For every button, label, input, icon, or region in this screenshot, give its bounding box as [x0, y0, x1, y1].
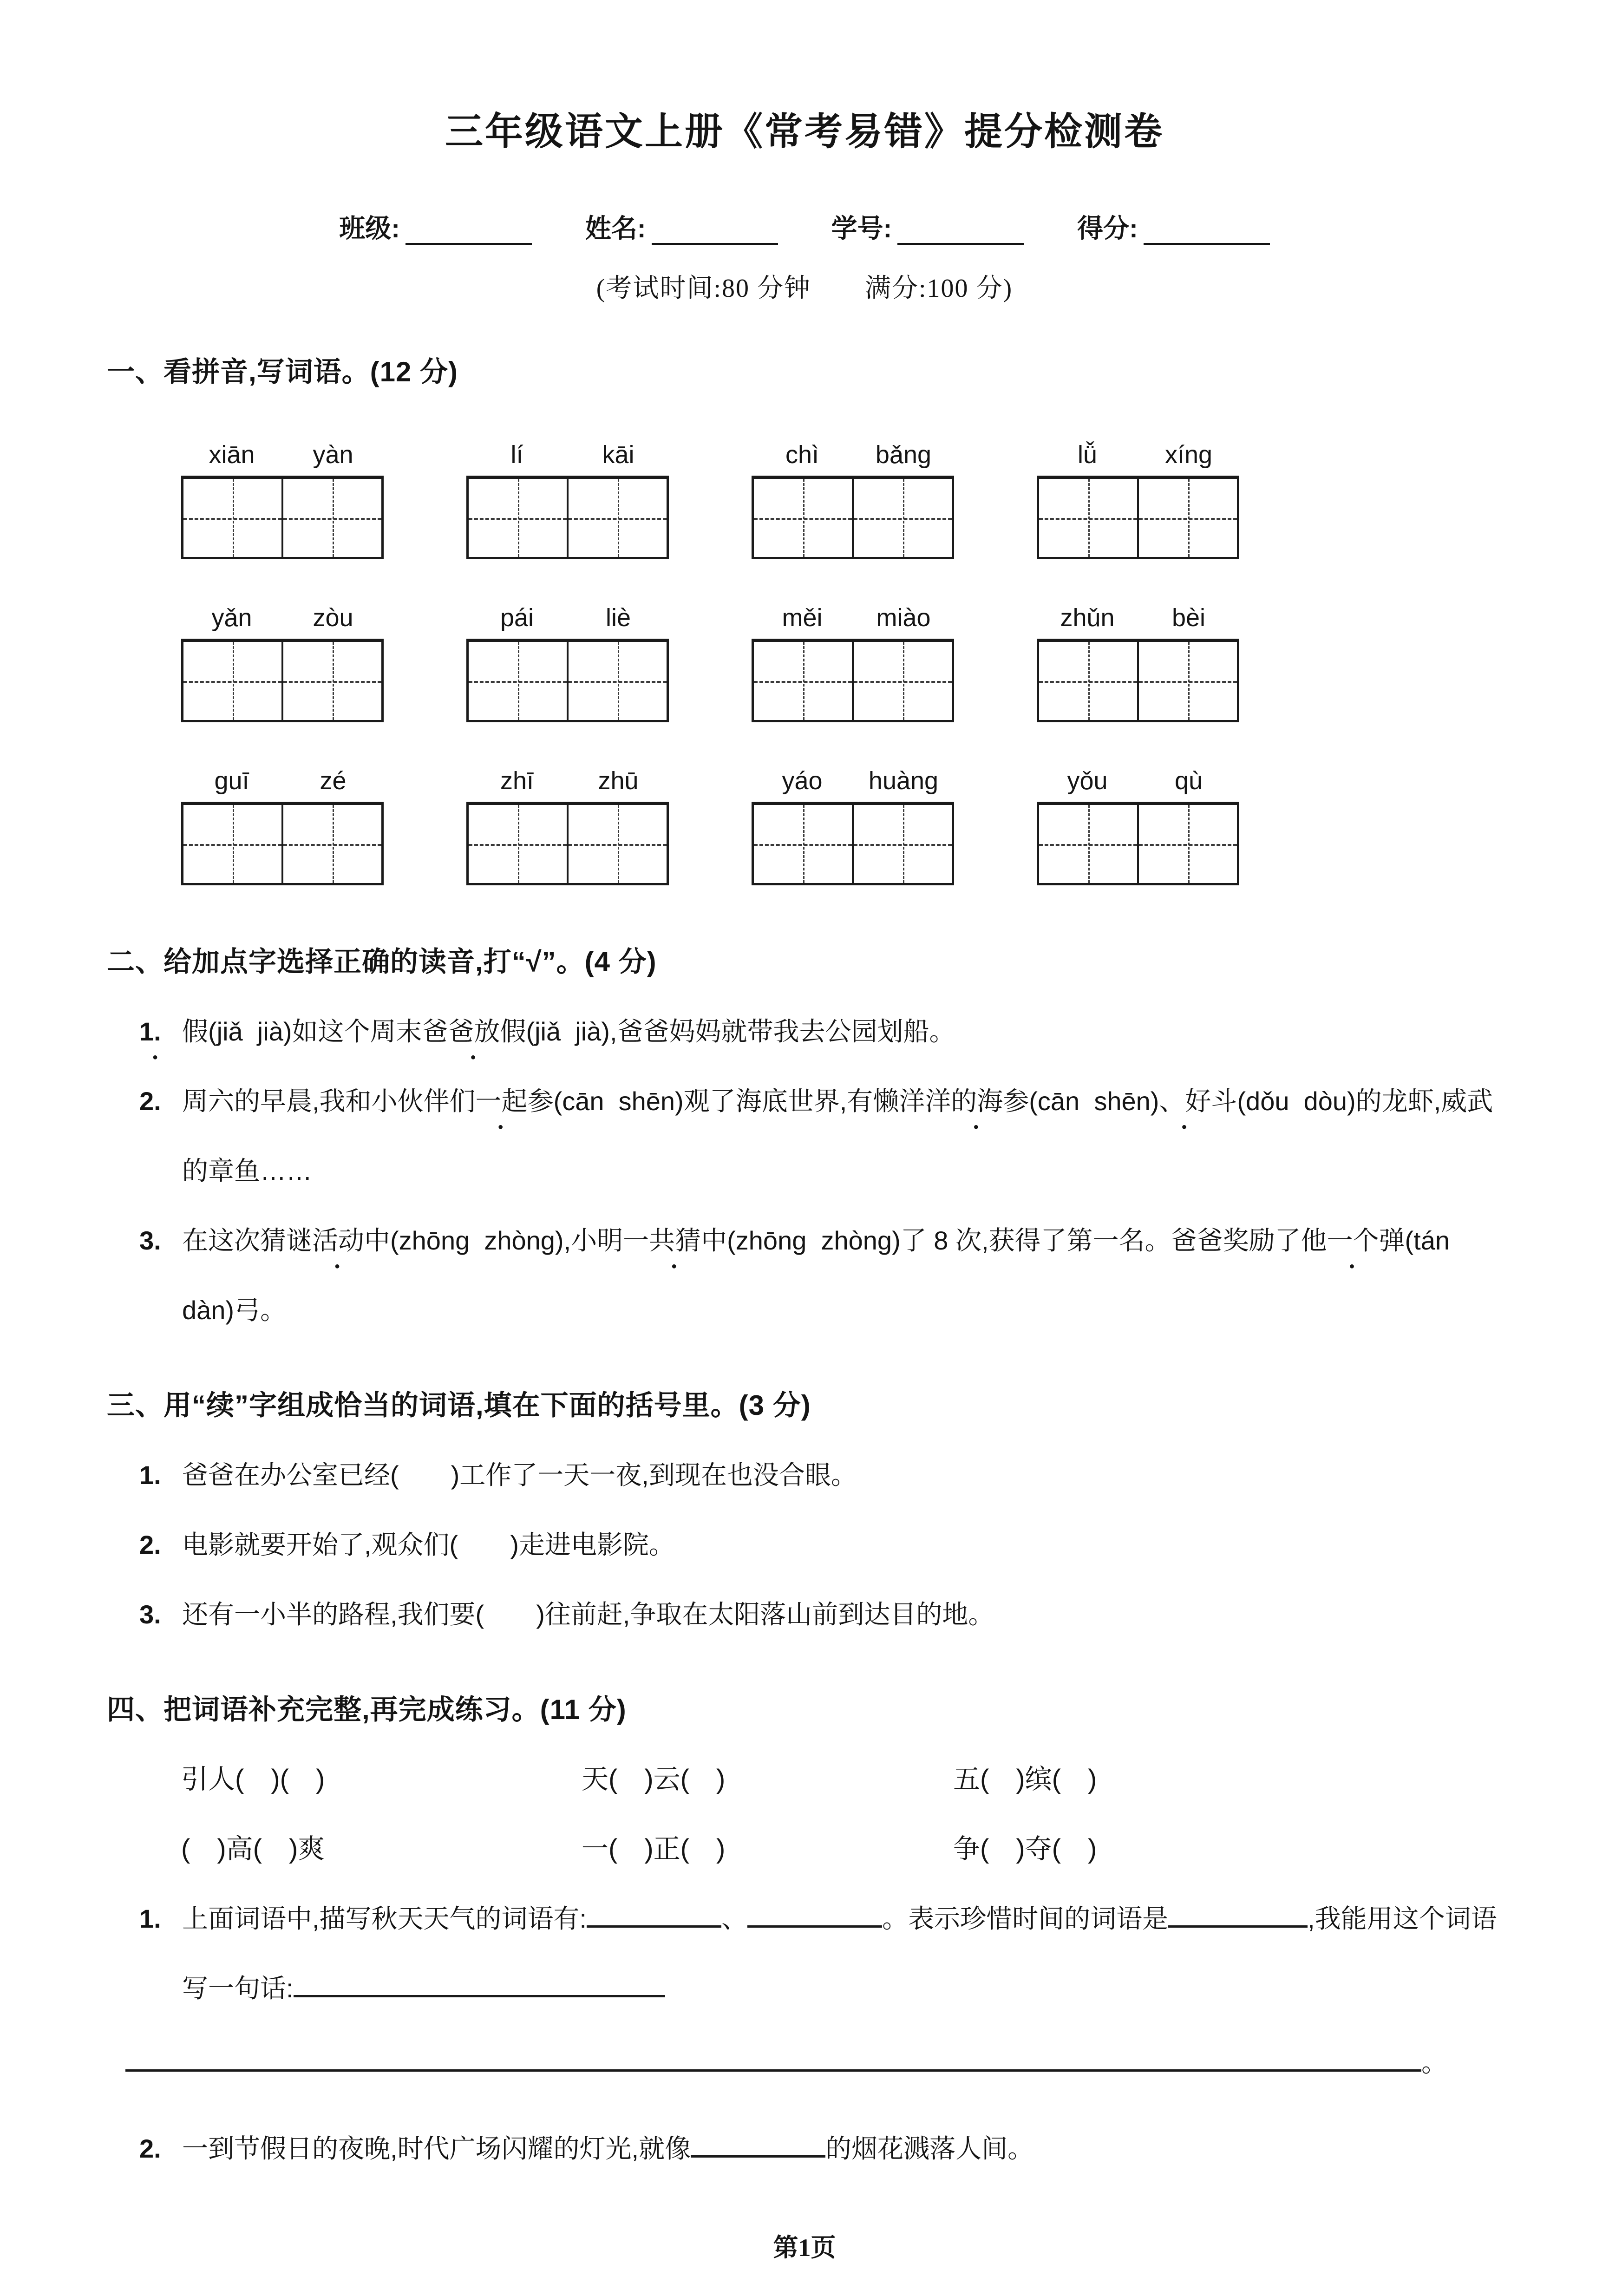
writing-cell [1139, 805, 1237, 883]
writing-grid [181, 639, 384, 722]
blank-line [1144, 217, 1270, 245]
pinyin-label [466, 603, 669, 632]
item-text: 一到节假日的夜晚,时代广场闪耀的灯光,就像 [182, 2134, 691, 2164]
pinyin-syllable: měi [782, 604, 823, 632]
item-text: 在这次猜谜活动 [182, 1226, 364, 1256]
blank-line [406, 217, 532, 245]
section1-heading: 一、看拼音,写词语。(12 分) [107, 356, 458, 388]
blank-line [747, 1899, 882, 1928]
pinyin-syllable: xíng [1164, 441, 1213, 469]
pinyin-group [181, 766, 384, 885]
section3-heading: 三、用“续”字组成恰当的词语,填在下面的括号里。(3 分) [107, 1390, 811, 1421]
field-student-no [831, 208, 1024, 245]
dotted-char: 弹 ● [1379, 1226, 1405, 1255]
pinyin-syllable: pái [500, 604, 534, 632]
dotted-char: 中 ● [364, 1226, 390, 1255]
item-number: 3. [139, 1600, 161, 1629]
field-score [1077, 208, 1270, 245]
field-class [339, 208, 532, 245]
section3-item-2 [139, 1510, 1502, 1580]
pinyin-row-2 [181, 603, 1502, 722]
item-text: 周六的早晨,我和小伙伴们一起 [182, 1086, 528, 1116]
writing-cell [1039, 805, 1139, 883]
item-text: (jiǎ jià),爸爸妈妈就带我去公园划船。 [526, 1017, 955, 1047]
writing-cell [569, 479, 667, 557]
pinyin-label [1037, 766, 1239, 795]
pinyin-group [1037, 603, 1239, 722]
writing-cell [283, 479, 381, 557]
item-text: (zhōng zhòng),小明一共猜 [390, 1226, 701, 1256]
pinyin-group [752, 766, 954, 885]
writing-cell [1039, 479, 1139, 557]
item-text: (dǒu dòu)的龙虾,威武的章鱼…… [182, 1086, 1493, 1186]
blank-line [294, 1969, 665, 1997]
writing-cell [569, 805, 667, 883]
item-text: (tán dàn)弓。 [182, 1226, 1465, 1325]
item-text: 还有一小半的路程,我们要( )往前赶,争取在太阳落山前到达目的地。 [182, 1600, 994, 1629]
pinyin-group [181, 603, 384, 722]
section3-item-3 [139, 1580, 1502, 1649]
section3-item-1 [139, 1440, 1502, 1510]
word-fill-group: 五( )缤( ) [953, 1764, 1097, 1795]
pinyin-label [181, 440, 384, 469]
pinyin-group [752, 440, 954, 559]
pinyin-label [752, 766, 954, 795]
word-fill-row-1 [181, 1745, 1502, 1814]
pinyin-syllable: zhǔn [1060, 604, 1115, 632]
pinyin-label [466, 440, 669, 469]
writing-cell [854, 642, 952, 720]
dotted-char: 假 ● [182, 1017, 208, 1046]
field-student-no-label: 学号: [831, 214, 892, 243]
pinyin-row-1 [181, 440, 1502, 559]
pinyin-group [1037, 766, 1239, 885]
student-info-row [107, 208, 1502, 245]
item-number: 2. [139, 1086, 161, 1116]
pinyin-syllable: yàn [313, 441, 353, 469]
writing-cell [854, 479, 952, 557]
pinyin-group [466, 440, 669, 559]
dotted-char: 中 ● [701, 1226, 727, 1255]
writing-cell [1039, 642, 1139, 720]
pinyin-syllable: lí [510, 441, 523, 469]
pinyin-label [752, 440, 954, 469]
page-number: 第1页 [773, 2234, 836, 2262]
pinyin-syllable: chì [785, 441, 819, 469]
section2-item-3 [139, 1206, 1502, 1345]
section4-question-2 [139, 2114, 1502, 2184]
writing-grid [1037, 476, 1239, 559]
pinyin-syllable: yǒu [1067, 767, 1108, 795]
writing-cell [754, 642, 854, 720]
pinyin-group [752, 603, 954, 722]
item-text: 。 [1421, 2048, 1447, 2078]
item-text: (cān shēn)观了海底世界,有懒洋洋的海 [553, 1086, 1003, 1116]
word-fill-group: ( )高( )爽 [181, 1834, 325, 1864]
pinyin-label [181, 603, 384, 632]
word-fill-row-2 [181, 1814, 1502, 1884]
pinyin-syllable: zé [320, 767, 347, 795]
writing-grid [752, 802, 954, 885]
pinyin-syllable: yáo [782, 767, 823, 795]
blank-line [125, 2043, 1421, 2072]
word-fill-group: 引人( )( ) [181, 1764, 325, 1795]
pinyin-label [1037, 440, 1239, 469]
writing-grid [466, 476, 669, 559]
pinyin-syllable: bèi [1171, 604, 1206, 632]
pinyin-syllable: zhī [500, 767, 534, 795]
dotted-char: 参 ● [1003, 1086, 1029, 1116]
writing-cell [469, 642, 569, 720]
writing-cell [183, 479, 283, 557]
item-text: 、 [721, 1904, 748, 1934]
item-text: (jiǎ jià)如这个周末爸爸放 [208, 1017, 500, 1047]
item-text: 的烟花溅落人间。 [825, 2134, 1034, 2164]
exam-note: (考试时间:80 分钟 满分:100 分) [596, 274, 1013, 303]
writing-cell [754, 805, 854, 883]
blank-line [652, 217, 778, 245]
pinyin-label [752, 603, 954, 632]
pinyin-group [1037, 440, 1239, 559]
pinyin-group [181, 440, 384, 559]
word-fill-group: 天( )云( ) [582, 1764, 726, 1795]
writing-grid [752, 639, 954, 722]
dotted-char: 斗 ● [1211, 1086, 1237, 1116]
pinyin-syllable: huàng [868, 767, 939, 795]
writing-grid [1037, 639, 1239, 722]
field-score-label: 得分: [1077, 214, 1138, 243]
word-fill-group: 一( )正( ) [582, 1834, 726, 1864]
writing-cell [569, 642, 667, 720]
pinyin-syllable: bǎng [875, 441, 932, 469]
item-text: 。表示珍惜时间 [882, 1904, 1065, 1934]
pinyin-syllable: miào [876, 604, 931, 632]
dotted-char: 参 ● [528, 1086, 554, 1116]
section4-question-1 [139, 1884, 1502, 2023]
section4-heading: 四、把词语补充完整,再完成练习。(11 分) [107, 1694, 627, 1726]
writing-grid [466, 802, 669, 885]
writing-grid [1037, 802, 1239, 885]
writing-cell [854, 805, 952, 883]
writing-cell [469, 805, 569, 883]
field-name [585, 208, 778, 245]
pinyin-row-3 [181, 766, 1502, 885]
item-number: 1. [139, 1460, 161, 1490]
blank-line [691, 2129, 825, 2158]
word-fill-group: 争( )夺( ) [953, 1834, 1097, 1864]
pinyin-label [466, 766, 669, 795]
blank-line [1168, 1899, 1308, 1928]
writing-grid [181, 802, 384, 885]
item-text: 上面词语中,描写秋天天气的词语有: [182, 1904, 587, 1934]
item-number: 2. [139, 1530, 161, 1560]
field-class-label: 班级: [339, 214, 400, 243]
writing-cell [1139, 642, 1237, 720]
pinyin-syllable: yǎn [211, 604, 252, 632]
pinyin-syllable: lǚ [1077, 441, 1098, 469]
item-number: 1. [139, 1904, 161, 1934]
section4-question-1-writing-line [125, 2023, 1502, 2102]
writing-cell [183, 805, 283, 883]
section2-item-1 [139, 997, 1502, 1066]
pinyin-group [466, 603, 669, 722]
item-number: 1. [139, 1017, 161, 1047]
writing-cell [754, 479, 854, 557]
writing-cell [283, 805, 381, 883]
writing-cell [1139, 479, 1237, 557]
item-text: (cān shēn)、好 [1029, 1086, 1211, 1116]
blank-line [897, 217, 1024, 245]
pinyin-syllable: qù [1174, 767, 1203, 795]
writing-grid [752, 476, 954, 559]
item-text: 电影就要开始了,观众们( )走进电影院。 [182, 1530, 675, 1560]
section2-item-2 [139, 1066, 1502, 1206]
writing-cell [183, 642, 283, 720]
writing-grid [181, 476, 384, 559]
pinyin-group [466, 766, 669, 885]
pinyin-syllable: kāi [602, 441, 634, 469]
pinyin-syllable: guī [214, 767, 249, 795]
pinyin-label [181, 766, 384, 795]
section2-heading: 二、给加点字选择正确的读音,打“√”。(4 分) [107, 946, 657, 978]
page-title: 三年级语文上册《常考易错》提分检测卷 [445, 111, 1164, 153]
item-text: (zhōng zhòng)了 8 次,获得了第一名。爸爸奖励了他一个 [727, 1226, 1379, 1256]
field-name-label: 姓名: [585, 214, 646, 243]
writing-grid [466, 639, 669, 722]
pinyin-syllable: zòu [313, 604, 353, 632]
pinyin-syllable: zhū [598, 767, 639, 795]
item-text: 的词语是 [1064, 1904, 1169, 1934]
writing-cell [469, 479, 569, 557]
pinyin-syllable: xiān [209, 441, 255, 469]
pinyin-label [1037, 603, 1239, 632]
pinyin-syllable: liè [605, 604, 631, 632]
item-text: 爸爸在办公室已经( )工作了一天一夜,到现在也没合眼。 [182, 1460, 857, 1490]
blank-line [587, 1899, 721, 1928]
item-number: 2. [139, 2134, 161, 2164]
item-text: ,我能用这个词语写一句话: [182, 1904, 1497, 2003]
item-number: 3. [139, 1226, 161, 1256]
dotted-char: 假 ● [500, 1017, 526, 1046]
writing-cell [283, 642, 381, 720]
